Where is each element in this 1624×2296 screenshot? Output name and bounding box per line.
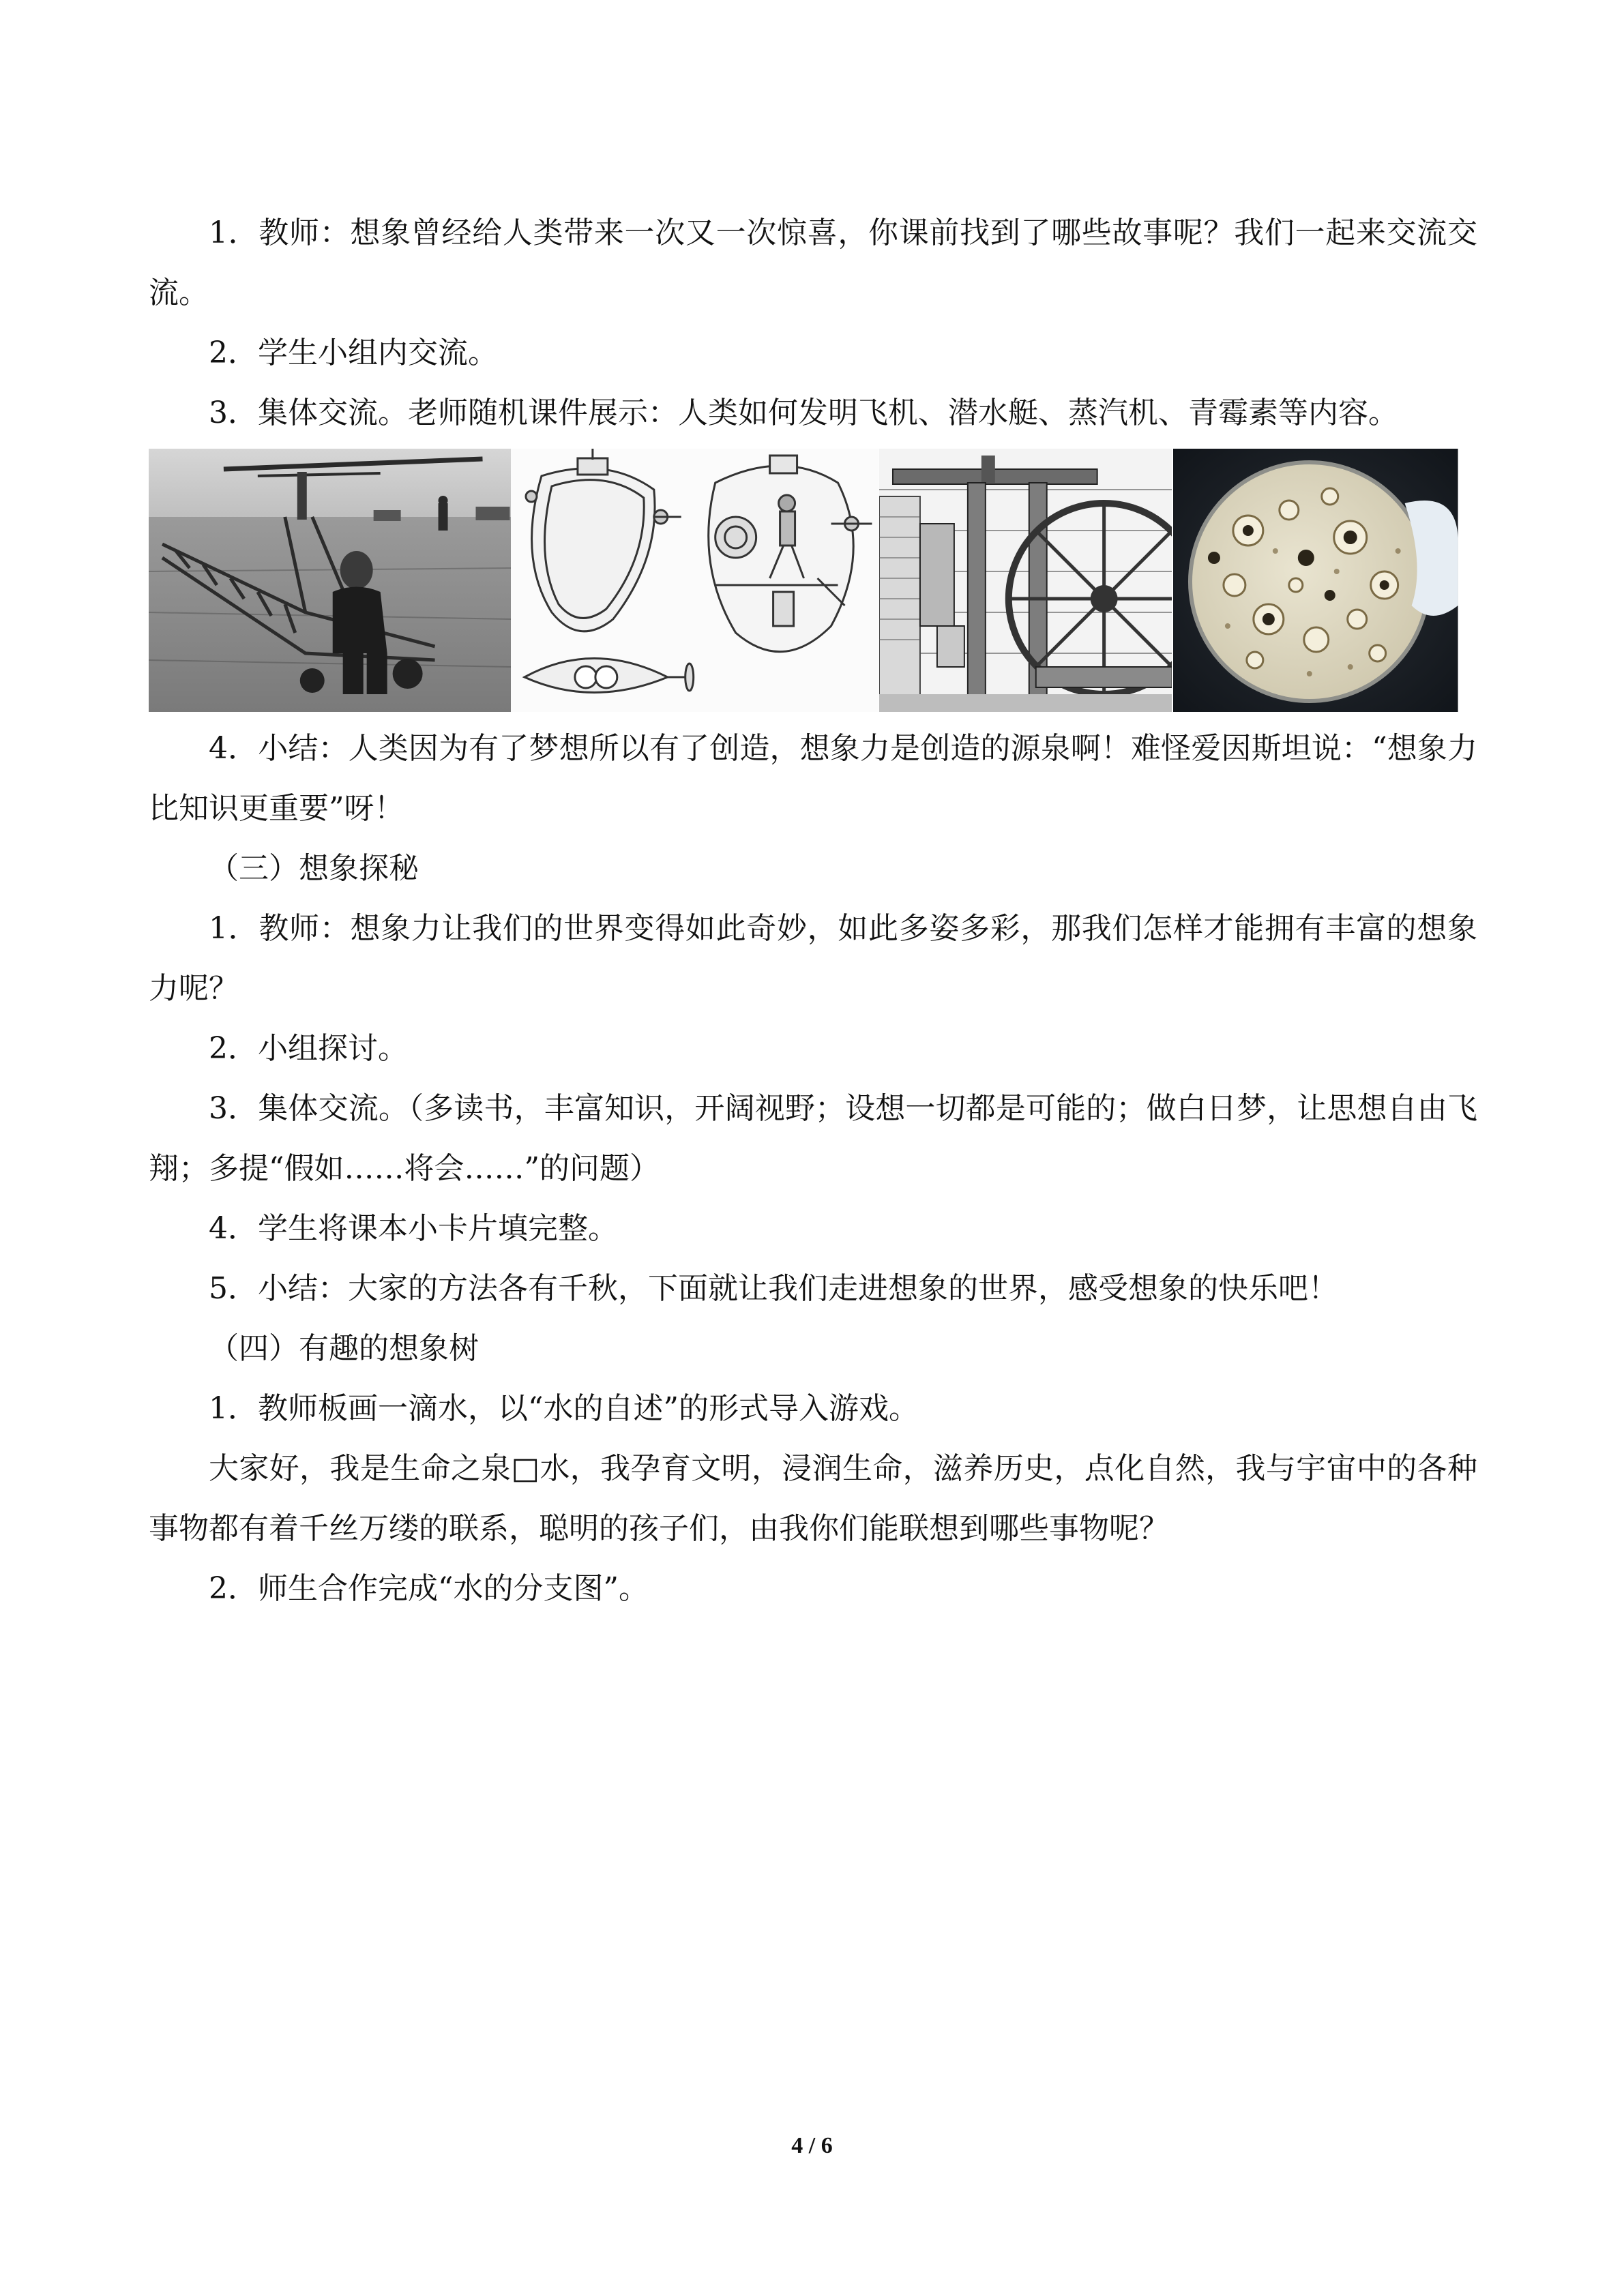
paragraph: 5．小结：大家的方法各有千秋，下面就让我们走进想象的世界，感受想象的快乐吧！ [209,1271,1338,1306]
invention-image-strip [149,449,1458,712]
helicopter-photo [149,449,511,712]
page-number: 4 / 6 [791,2133,833,2158]
paragraph: 1．教师板画一滴水，以“水的自述”的形式导入游戏。 [209,1391,919,1426]
paragraph: 3．集体交流。（多读书，丰富知识，开阔视野；设想一切都是可能的；做白日梦，让思想自由飞翔；多提“假如……将会……”的问题） [149,1091,1477,1186]
paragraph: 1．教师：想象曾经给人类带来一次又一次惊喜，你课前找到了哪些故事呢？我们一起来交流交流。 [149,215,1477,310]
paragraph: 1．教师：想象力让我们的世界变得如此奇妙，如此多姿多彩，那我们怎样才能拥有丰富的想象力呢？ [149,911,1477,1006]
paragraph: 4．学生将课本小卡片填完整。 [209,1211,618,1246]
section-heading: （四）有趣的想象树 [209,1331,479,1366]
penicillin-petri-dish-photo [1173,449,1458,712]
document-body [149,203,1477,1619]
paragraph: 2．学生小组内交流。 [209,336,498,370]
paragraph-group-top [149,203,1477,443]
steam-engine-drawing [879,449,1172,712]
paragraph: 大家好，我是生命之泉□水，我孕育文明，浸润生命，滋养历史，点化自然，我与宇宙中的各种事物都有着千丝万缕的联系，聪明的孩子们，由我你们能联想到哪些事物呢？ [149,1451,1477,1546]
paragraph: 4．小结：人类因为有了梦想所以有了创造，想象力是创造的源泉啊！难怪爱因斯坦说：“想象力比知识更重要”呀！ [149,731,1477,826]
submarine-drawing [511,449,879,712]
paragraph: 2．小组探讨。 [209,1031,408,1066]
paragraph: 3．集体交流。老师随机课件展示：人类如何发明飞机、潜水艇、蒸汽机、青霉素等内容。 [209,396,1398,430]
paragraph: 2．师生合作完成“水的分支图”。 [209,1571,649,1606]
paragraph-group-bottom [149,719,1477,1619]
section-heading: （三）想象探秘 [209,851,419,886]
